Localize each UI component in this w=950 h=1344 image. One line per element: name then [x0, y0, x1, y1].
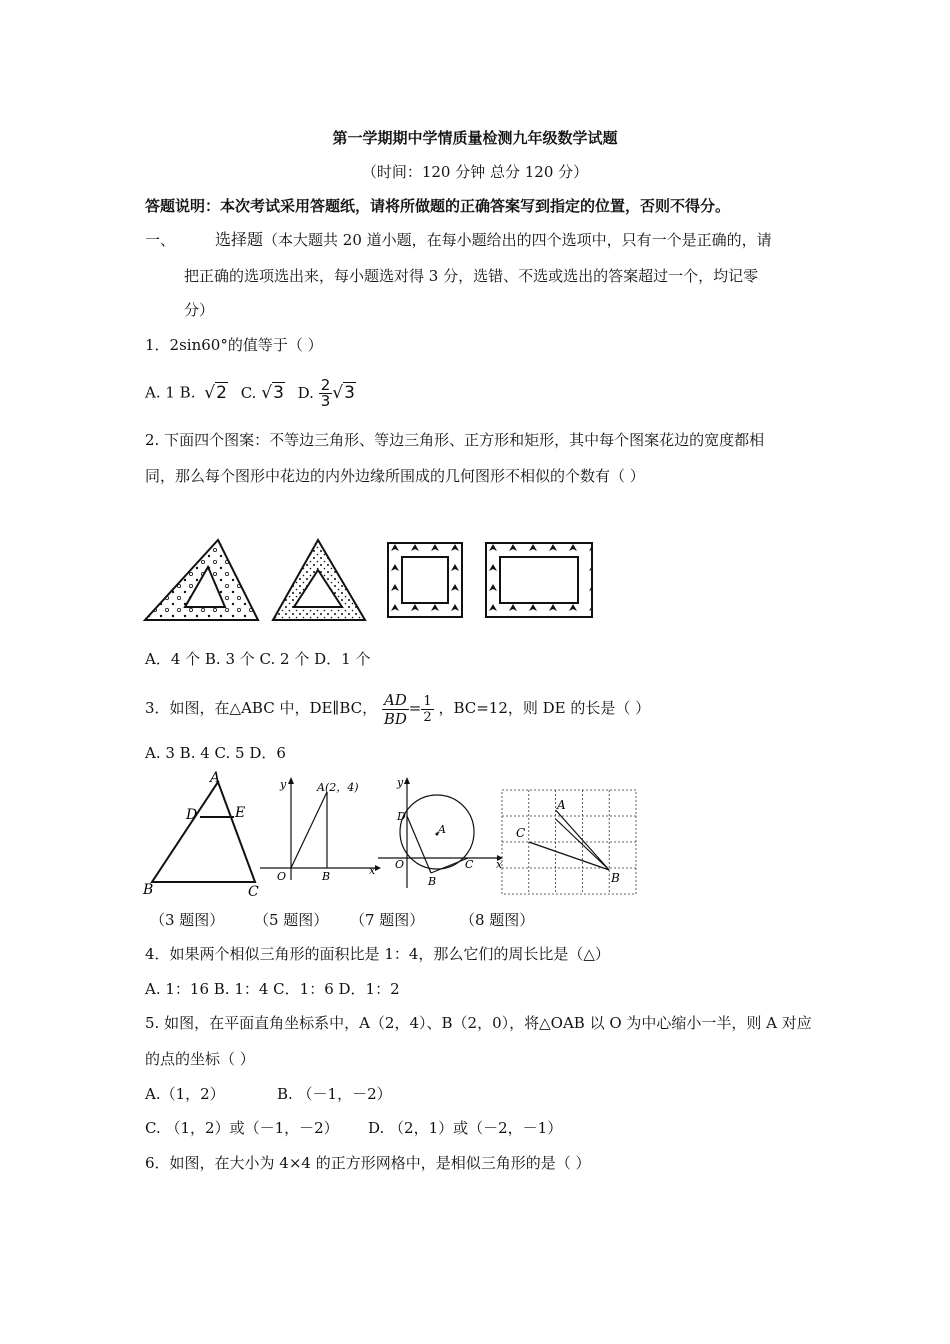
fig7-circle-diagram: [375, 770, 505, 890]
q3-stem-post: ，BC=12，则 DE 的长是（ ）: [438, 699, 651, 717]
exam-time-info: （时间：120 分钟 总分 120 分）: [361, 163, 589, 181]
q5-option-c: C. （1，2）或（－1，－2）: [145, 1119, 339, 1137]
fig7-label-c: C: [465, 858, 474, 871]
q2-figure-rectangle: [483, 540, 595, 620]
q2-figure-square: [385, 540, 465, 620]
q1-option-d-root: √3: [332, 382, 355, 403]
section-number: 一、: [145, 231, 176, 249]
q1-option-d-fraction: $\frac{2}{3}$: [320, 376, 331, 410]
fig3-triangle-diagram: [140, 770, 270, 900]
q5-option-b: B. （－1，－2）: [277, 1085, 392, 1103]
fig8-label-b: B: [611, 871, 620, 885]
q3-ratio-fraction: $\frac{AD}{BD}$: [383, 690, 407, 728]
q5-line2: 的点的坐标（ ）: [145, 1050, 255, 1068]
q4-options: A. 1：16 B. 1：4 C．1：6 D．1：2: [145, 980, 400, 998]
fig7-label-o: O: [395, 858, 405, 871]
fig3-label-a: A: [210, 770, 221, 786]
section-one-heading: [145, 230, 772, 250]
fig8-label-c: C: [516, 826, 526, 840]
q3-options: A. 3 B. 4 C. 5 D．6: [145, 744, 286, 762]
fig8-label-a: A: [557, 798, 566, 812]
fig7-caption: （7 题图）: [350, 911, 425, 929]
section-desc-line3: 分）: [184, 301, 215, 319]
q5-option-d: D. （2，1）或（－2，－1）: [368, 1119, 563, 1137]
fig3-label-e: E: [235, 805, 246, 821]
fig3-caption: （3 题图）: [150, 911, 225, 929]
q6-stem: 6．如图，在大小为 4×4 的正方形网格中，是相似三角形的是（ ）: [145, 1154, 591, 1172]
q1-option-c-label: C.: [240, 383, 257, 402]
fig3-label-c: C: [248, 884, 259, 900]
q2-line1: 2. 下面四个图案：不等边三角形、等边三角形、正方形和矩形，其中每个图案花边的宽度都相: [145, 431, 765, 449]
fig7-label-y: y: [397, 776, 404, 789]
fig7-label-a: A: [438, 823, 446, 836]
q1-option-d-label: D.: [297, 383, 314, 402]
q1-option-c: √3: [261, 382, 284, 403]
q2-line2: 同，那么每个图形中花边的内外边缘所围成的几何图形不相似的个数有（ ）: [145, 467, 645, 485]
q5-line1: 5. 如图，在平面直角坐标系中，A（2，4）、B（2，0），将△OAB 以 O 为中心缩小一半，则 A 对应: [145, 1014, 812, 1032]
q2-figure-equilateral-triangle: [270, 535, 370, 625]
q5-option-a: A.（1，2）: [145, 1085, 225, 1103]
fig5-label-a: A(2，4): [317, 781, 359, 794]
q3-equals: =: [408, 699, 422, 717]
section-desc-line2: 把正确的选项选出来，每小题选对得 3 分，选错、不选或选出的答案超过一个，均记零: [184, 267, 759, 285]
fig5-label-o: O: [277, 870, 287, 883]
section-title: 选择题: [215, 230, 264, 249]
fig3-label-b: B: [143, 882, 154, 898]
fig5-label-x: x: [369, 864, 376, 877]
q1-option-b: √2: [204, 382, 227, 403]
q3-ratio-value: $\frac{1}{2}$: [423, 693, 432, 725]
fig8-caption: （8 题图）: [460, 911, 535, 929]
fig5-coordinate-diagram: [255, 770, 385, 890]
q2-figure-scalene-triangle: [140, 535, 265, 625]
fig5-caption: （5 题图）: [254, 911, 329, 929]
q3-stem: [145, 688, 650, 728]
fig3-label-d: D: [186, 807, 198, 823]
q4-stem: 4．如果两个相似三角形的面积比是 1：4，那么它们的周长比是（△）: [145, 945, 610, 963]
fig7-label-d: D: [397, 810, 406, 823]
fig5-label-y: y: [280, 778, 287, 791]
fig8-grid-diagram: [495, 785, 640, 897]
fig7-label-b: B: [428, 875, 437, 888]
q1-option-a: A. 1 B.: [145, 383, 196, 402]
q1-stem: 1．2sin60°的值等于（ ）: [145, 336, 323, 354]
fig7-label-x: x: [496, 858, 503, 871]
q2-options: A．4 个 B. 3 个 C. 2 个 D．1 个: [145, 650, 371, 668]
section-desc-line1: （本大题共 20 道小题，在每小题给出的四个选项中，只有一个是正确的，请: [263, 231, 772, 249]
answer-instructions: 答题说明：本次考试采用答题纸，请将所做题的正确答案写到指定的位置，否则不得分。: [145, 197, 731, 215]
fig5-label-b: B: [322, 870, 331, 883]
q3-stem-pre: 3．如图，在△ABC 中，DE∥BC，: [145, 699, 378, 717]
page-title: 第一学期期中学情质量检测九年级数学试题: [332, 129, 618, 147]
q1-options: [145, 378, 356, 409]
